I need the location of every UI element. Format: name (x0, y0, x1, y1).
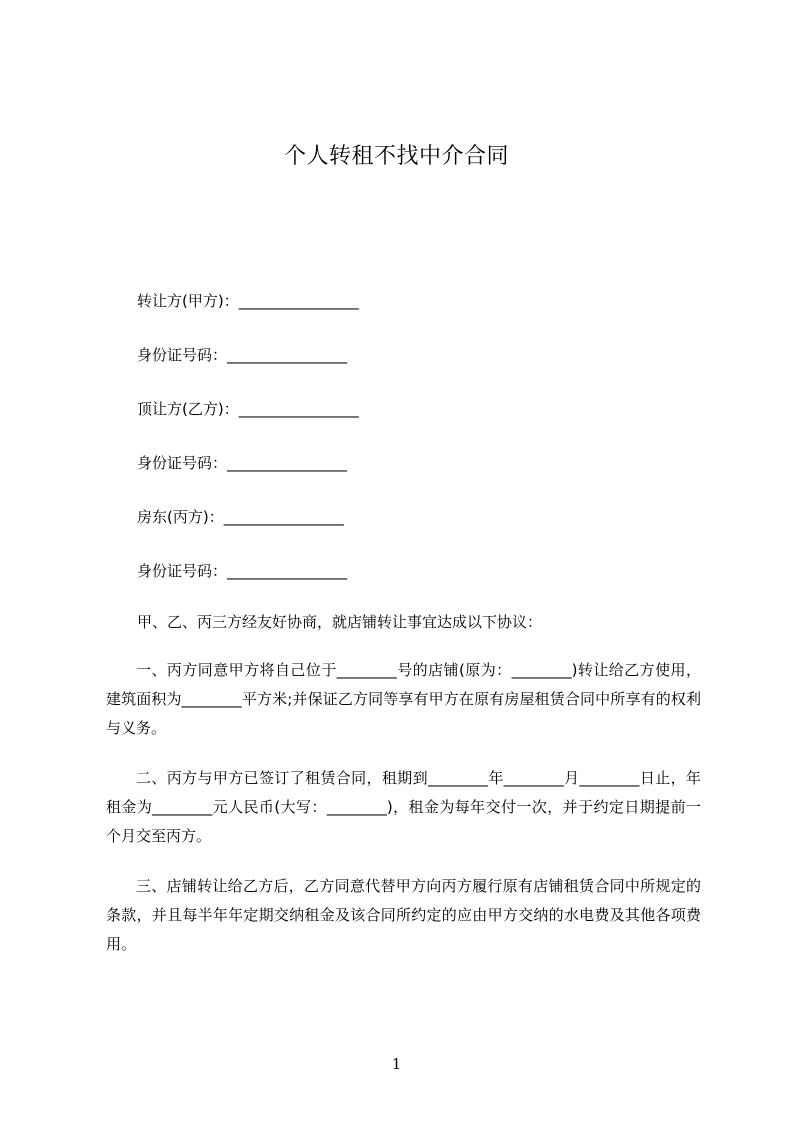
transferor-id-field: 身份证号码：________________ (137, 346, 348, 364)
intro-paragraph: 甲、乙、丙三方经友好协商，就店铺转让事宜达成以下协议： (137, 613, 543, 631)
clause-2: 二、丙方与甲方已签订了租赁合同，租期到________年________月________日止，年租金为________元人民币(大写：________)，租金为每年交付一次，并于约定日期提前一个月交至丙方。 (106, 769, 701, 845)
clause-1: 一、丙方同意甲方将自己位于________号的店铺(原为：________)转让给乙方使用，建筑面积为________平方米;并保证乙方同等享有甲方在原有房屋租赁合同中所享有的权利与义务。 (106, 661, 701, 737)
transferee-field: 顶让方(乙方)：________________ (137, 400, 359, 418)
document-title: 个人转租不找中介合同 (283, 144, 509, 169)
transferor-field: 转让方(甲方)：________________ (137, 292, 359, 310)
clause-3: 三、店铺转让给乙方后，乙方同意代替甲方向丙方履行原有店铺租赁合同中所规定的条款，并且每半年年定期交纳租金及该合同所约定的应由甲方交纳的水电费及其他各项费用。 (106, 877, 701, 953)
page-number: 1 (391, 1055, 402, 1073)
transferee-id-field: 身份证号码：________________ (137, 454, 348, 472)
landlord-field: 房东(丙方)：________________ (137, 508, 344, 526)
landlord-id-field: 身份证号码：________________ (137, 562, 348, 580)
